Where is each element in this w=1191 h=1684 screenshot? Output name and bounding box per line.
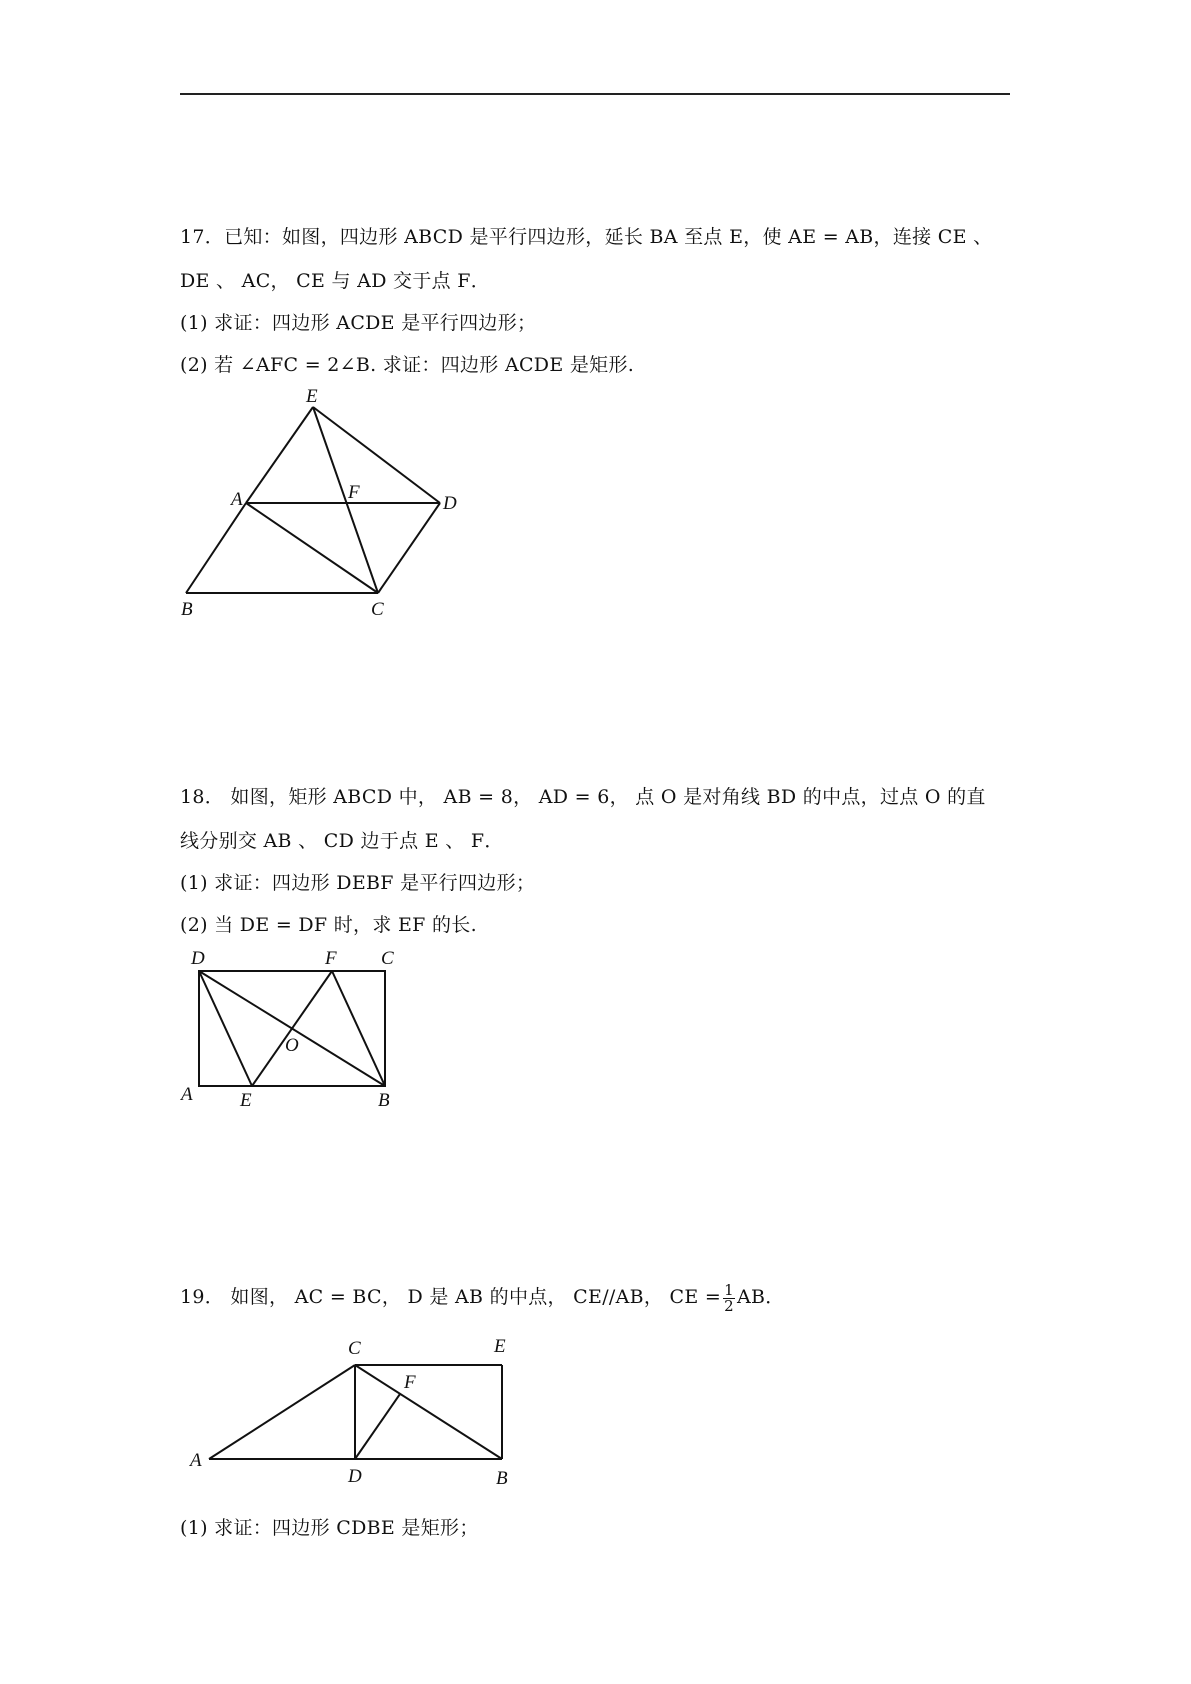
fraction-numerator: 1	[724, 1280, 734, 1299]
problem-19-text-before-fraction: 19． 如图， AC = BC， D 是 AB 的中点， CE//AB， CE =	[180, 1286, 722, 1308]
segment-ab	[186, 503, 246, 593]
problem-18-figure	[178, 945, 418, 1120]
problem-19-part-1: (1) 求证：四边形 CDBE 是矩形；	[180, 1517, 479, 1539]
label-c: C	[348, 1338, 361, 1359]
label-a: A	[181, 1084, 193, 1105]
problem-18-part-1: (1) 求证：四边形 DEBF 是平行四边形；	[180, 872, 536, 894]
segment-df	[355, 1394, 400, 1459]
problem-18-text-line-2: 线分别交 AB 、 CD 边于点 E 、 F．	[180, 830, 504, 852]
fraction-denominator: 2	[724, 1296, 734, 1315]
label-b: B	[496, 1468, 508, 1489]
segment-ac	[209, 1365, 355, 1459]
label-d: D	[191, 948, 205, 969]
problem-19-figure	[178, 1330, 518, 1500]
problem-18-text-line-1: 18． 如图，矩形 ABCD 中， AB = 8， AD = 6， 点 O 是对角线 BD 的中点，过点 O 的直	[180, 786, 986, 808]
label-b: B	[181, 599, 193, 620]
label-o: O	[285, 1035, 299, 1056]
label-d: D	[443, 493, 457, 514]
header-rule	[180, 93, 1010, 95]
label-e: E	[240, 1090, 252, 1111]
segment-cb	[355, 1365, 502, 1459]
segment-ec	[313, 407, 378, 593]
segment-ea	[246, 407, 313, 503]
label-c: C	[371, 599, 384, 620]
segment-ed	[313, 407, 440, 503]
label-f: F	[404, 1372, 416, 1393]
problem-17-text-line-2: DE 、 AC， CE 与 AD 交于点 F．	[180, 270, 491, 292]
problem-19-text-line-1	[180, 1282, 785, 1314]
label-f: F	[325, 948, 337, 969]
label-b: B	[378, 1090, 390, 1111]
label-e: E	[494, 1336, 506, 1357]
label-c: C	[381, 948, 394, 969]
label-a: A	[231, 489, 243, 510]
label-f: F	[348, 482, 360, 503]
problem-18-part-2: (2) 当 DE = DF 时，求 EF 的长.	[180, 914, 477, 936]
problem-17-part-2: (2) 若 ∠AFC = 2∠B. 求证：四边形 ACDE 是矩形.	[180, 354, 635, 376]
label-e: E	[306, 386, 318, 407]
problem-17-text-line-1: 17．已知：如图，四边形 ABCD 是平行四边形，延长 BA 至点 E，使 AE = AB，连接 CE 、	[180, 226, 993, 248]
fraction-one-half	[723, 1280, 735, 1315]
segment-cd	[378, 503, 440, 593]
label-d: D	[348, 1466, 362, 1487]
segment-ef	[252, 971, 332, 1086]
problem-17-figure	[178, 385, 478, 625]
segment-ac	[246, 503, 378, 593]
problem-19-text-after-fraction: AB．	[736, 1286, 785, 1308]
problem-17-part-1: (1) 求证：四边形 ACDE 是平行四边形；	[180, 312, 537, 334]
label-a: A	[190, 1450, 202, 1471]
